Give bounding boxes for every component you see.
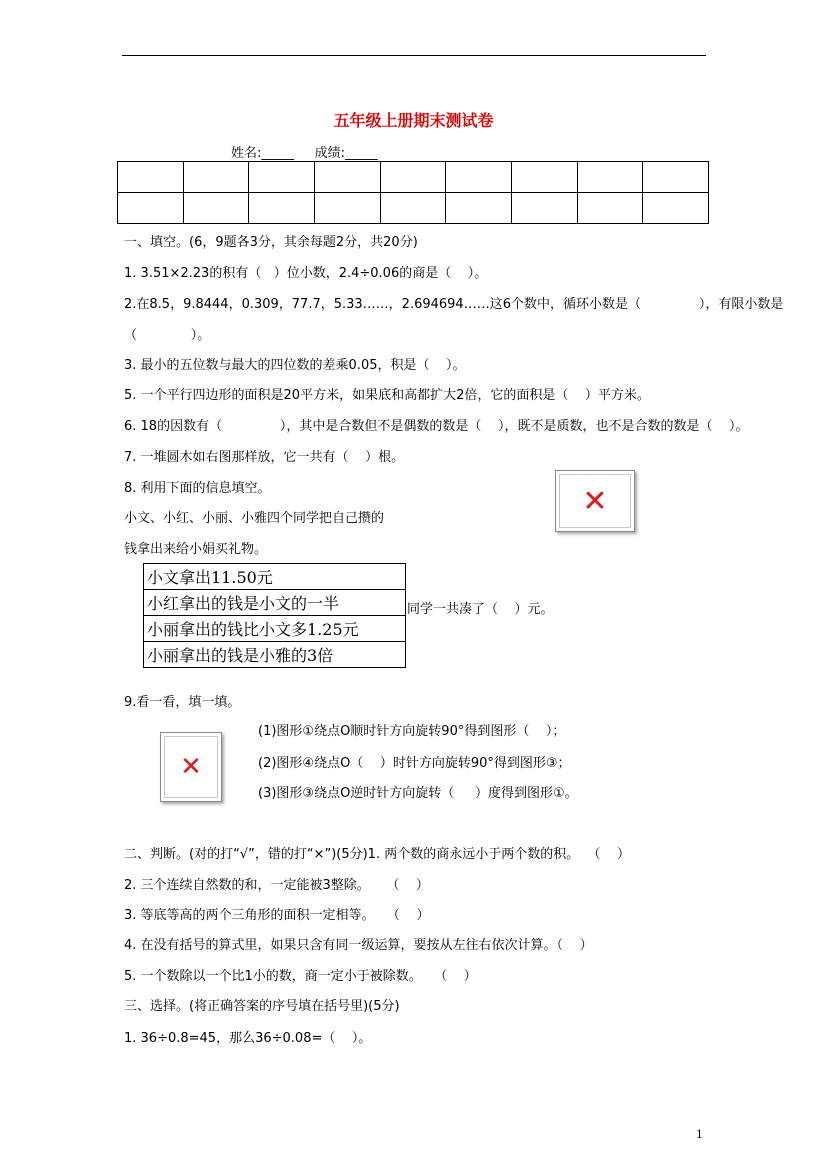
page-title: 五年级上册期末测试卷 bbox=[333, 111, 494, 130]
table-cell bbox=[643, 193, 709, 224]
table-cell bbox=[446, 193, 512, 224]
question-2-4: 4. 在没有括号的算式里，如果只含有同一级运算，要按从左往右依次计算。（ ） bbox=[124, 938, 593, 953]
name-blank: _____ bbox=[261, 146, 294, 161]
table-cell bbox=[380, 162, 446, 193]
table-cell: 小丽拿出的钱是小雅的3倍 bbox=[144, 642, 406, 668]
question-1-3: 3. 最小的五位数与最大的四位数的差乘0.05，积是（ ）。 bbox=[124, 358, 466, 373]
score-blank: _____ bbox=[344, 146, 378, 161]
table-row bbox=[118, 162, 709, 193]
table-cell bbox=[446, 162, 512, 193]
table-cell bbox=[577, 193, 643, 224]
question-1-8-text1: 小文、小红、小丽、小雅四个同学把自己攒的 bbox=[124, 511, 385, 526]
question-1-6: 6. 18的因数有（ ），其中是合数但不是偶数的数是（ ），既不是质数，也不是合数的数是（ ）。 bbox=[124, 419, 749, 434]
table-cell bbox=[511, 162, 577, 193]
header-rule bbox=[122, 55, 706, 56]
broken-image-icon: ✕ bbox=[555, 470, 635, 532]
section3-heading: 三、选择。(将正确答案的序号填在括号里)(5分) bbox=[124, 999, 400, 1014]
table-cell bbox=[249, 193, 315, 224]
table-cell: 小红拿出的钱是小文的一半 bbox=[144, 590, 406, 616]
table-row bbox=[144, 642, 406, 668]
table-cell bbox=[118, 193, 184, 224]
section1-heading: 一、填空。(6，9题各3分，其余每题2分，共20分) bbox=[124, 235, 418, 250]
table-cell bbox=[380, 193, 446, 224]
table-row bbox=[118, 193, 709, 224]
question-1-9-a: (1)图形①绕点O顺时针方向旋转90°得到图形（ ）； bbox=[258, 724, 566, 739]
table-row bbox=[144, 564, 406, 590]
question-2-2: 2. 三个连续自然数的和，一定能被3整除。 （ ） bbox=[124, 878, 429, 893]
table-row bbox=[144, 590, 406, 616]
table-cell bbox=[183, 193, 249, 224]
page-number: 1 bbox=[696, 1128, 703, 1141]
money-info-table bbox=[143, 563, 406, 668]
question-1-8-tail: 同学一共凑了（ ）元。 bbox=[407, 602, 554, 617]
table-cell bbox=[314, 193, 380, 224]
table-cell bbox=[118, 162, 184, 193]
question-2-5: 5. 一个数除以一个比1小的数，商一定小于被除数。 （ ） bbox=[124, 969, 477, 984]
table-cell bbox=[183, 162, 249, 193]
question-1-2-line1: 2.在8.5，9.8444，0.309，77.7，5.33……，2.694694……这6个数中，循环小数是（ ），有限小数是 bbox=[124, 297, 784, 312]
question-1-9-c: (3)图形③绕点O逆时针方向旋转（ ）度得到图形①。 bbox=[258, 786, 578, 801]
question-1-9-b: (2)图形④绕点O（ ）时针方向旋转90°得到图形③； bbox=[258, 756, 571, 771]
question-1-2-line2: （ ）。 bbox=[124, 328, 211, 343]
table-row bbox=[144, 616, 406, 642]
name-label: 姓名: bbox=[231, 146, 262, 161]
table-cell bbox=[249, 162, 315, 193]
question-1-8-text2: 钱拿出来给小娟买礼物。 bbox=[124, 542, 268, 557]
table-cell bbox=[314, 162, 380, 193]
table-cell bbox=[577, 162, 643, 193]
table-cell: 小文拿出11.50元 bbox=[144, 564, 406, 590]
question-1-8: 8. 利用下面的信息填空。 bbox=[124, 481, 271, 496]
question-2-3: 3. 等底等高的两个三角形的面积一定相等。 （ ） bbox=[124, 908, 430, 923]
student-info bbox=[231, 142, 377, 161]
table-cell bbox=[643, 162, 709, 193]
question-1-7: 7. 一堆圆木如右图那样放，它一共有（ ）根。 bbox=[124, 450, 405, 465]
score-label: 成绩: bbox=[314, 146, 345, 161]
table-cell: 小丽拿出的钱比小文多1.25元 bbox=[144, 616, 406, 642]
question-1-1: 1. 3.51×2.23的积有（ ）位小数，2.4÷0.06的商是（ ）。 bbox=[124, 266, 488, 281]
broken-image-icon: ✕ bbox=[160, 732, 222, 802]
table-cell bbox=[511, 193, 577, 224]
question-1-5: 5. 一个平行四边形的面积是20平方米，如果底和高都扩大2倍，它的面积是（ ）平方米。 bbox=[124, 388, 650, 403]
section2-heading: 二、判断。(对的打“√”，错的打“×”)(5分)1. 两个数的商永远小于两个数的积。 （ ） bbox=[124, 847, 631, 862]
question-3-1: 1. 36÷0.8=45，那么36÷0.08=（ ）。 bbox=[124, 1031, 372, 1046]
question-1-9: 9.看一看，填一填。 bbox=[124, 695, 241, 710]
score-table bbox=[117, 161, 709, 224]
